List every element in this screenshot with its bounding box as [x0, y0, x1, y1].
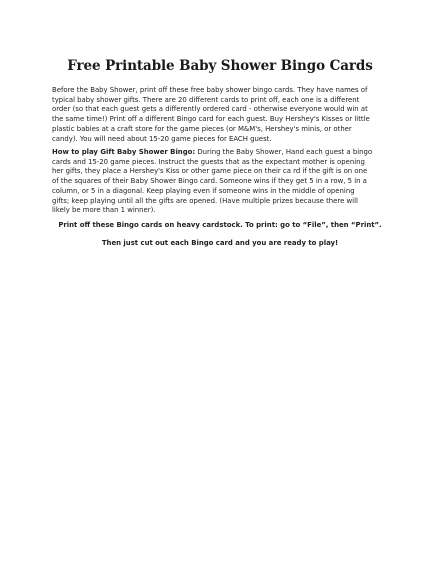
- how-to-play-body: During the Baby Shower, Hand each guest a bingo cards and 15-20 game pieces. Instruct the guests that as the expectant mother is opening her gifts, they place a Hershey's Kiss or other game piece on their ca rd if the gift is on one of the squares of their Baby Shower Bingo card. Someone wins if they get 5 in a row, 5 in a column, or 5 in a diagonal. Keep playing even if someone wins in the middle of opening gifts; keep playing until all the gifts are opened. (Have multiple prizes because there will likely be more than 1 winner).: [52, 148, 373, 215]
- page-title: Free Printable Baby Shower Bingo Cards: [67, 58, 373, 74]
- how-to-play-heading: How to play Gift Baby Shower Bingo:: [52, 148, 196, 156]
- intro-paragraph: Before the Baby Shower, print off these free baby shower bingo cards. They have names of typical baby shower gifts. There are 20 different cards to print off, each one is a different order (so that each guest gets a differently ordered card - otherwise everyone would win at the same time!) Print off a different Bingo card for each guest. Buy Hershey's Kisses or little plastic babies at a craft store for the game pieces (or M&M's, Hershey's minis, or other candy). You will need about 15-20 game pieces for EACH guest.: [52, 86, 370, 143]
- print-instruction: Print off these Bingo cards on heavy cardstock. To print: go to “File”, then “Print”.: [58, 221, 382, 229]
- how-to-play-paragraph: [52, 148, 388, 216]
- final-instruction: Then just cut out each Bingo card and you are ready to play!: [101, 239, 339, 247]
